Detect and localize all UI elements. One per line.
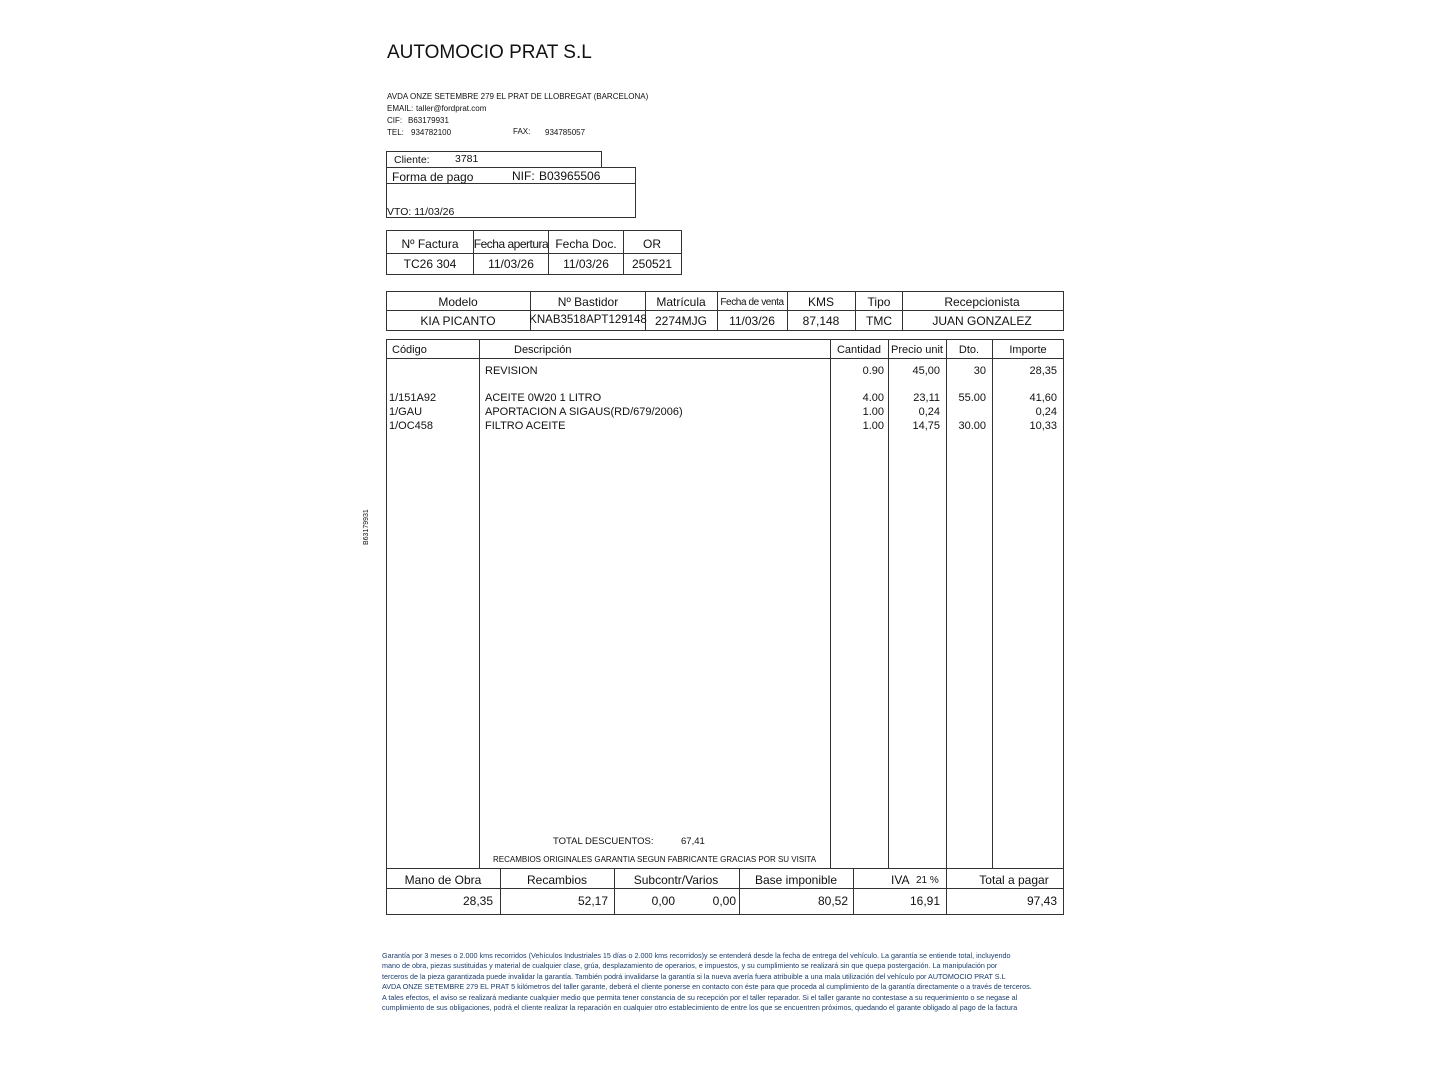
fax-label: FAX: — [513, 127, 531, 136]
totals-col-sep — [946, 868, 947, 915]
header-model: Modelo — [438, 295, 478, 309]
row-discount: 30.00 — [958, 420, 986, 432]
nif-label: NIF: — [512, 169, 535, 183]
header-sale-date: Fecha de venta — [720, 297, 784, 308]
invoice-number: TC26 304 — [403, 257, 457, 271]
varios-value: 0,00 — [712, 894, 736, 908]
warranty-line: terceros de la pieza garantizada puede invalidar la garantía. También podrá invalidarse la garantía si la nueva avería fuera atribuible a una mala utilización del vehículo por AUTOMOCIO PRAT S.L — [382, 971, 1006, 981]
header-description: Descripción — [514, 344, 572, 356]
vehicle-chassis: KNAB3518APT129148 — [529, 314, 647, 326]
labor-value: 28,35 — [462, 894, 493, 908]
side-cif-code: B63179931 — [363, 509, 370, 545]
row-quantity: 1.00 — [862, 420, 884, 432]
tel-value: 934782100 — [411, 128, 452, 137]
lines-col-sep — [992, 339, 993, 868]
totals-col-sep — [500, 868, 501, 915]
or-number: 250521 — [631, 257, 673, 271]
header-type: Tipo — [867, 295, 891, 309]
vehicle-receptionist: JUAN GONZALEZ — [932, 314, 1032, 328]
header-code: Código — [392, 344, 427, 356]
warranty-line: AVDA ONZE SETEMBRE 279 EL PRAT 5 kilómetros del taller garante, deberá el cliente ponerse en contacto con éste para que proceda al cumplimiento de la garantía directamente o a través de terceros. — [382, 982, 1032, 992]
invoice-col-sep — [623, 230, 624, 275]
payment-label: Forma de pago — [392, 170, 474, 184]
vehicle-sale-date: 11/03/26 — [729, 314, 775, 328]
totals-col-sep — [614, 868, 615, 915]
row-quantity: 1.00 — [862, 406, 884, 418]
header-or: OR — [643, 237, 661, 251]
vehicle-kms: 87,148 — [802, 314, 840, 328]
iva-rate: 21 % — [916, 875, 939, 886]
total-discounts-value: 67,41 — [681, 836, 705, 847]
lines-col-sep — [888, 339, 889, 868]
row-description: ACEITE 0W20 1 LITRO — [485, 392, 602, 404]
client-label: Cliente: — [394, 154, 430, 166]
doc-date: 11/03/26 — [563, 257, 609, 271]
tel-label: TEL: — [387, 128, 404, 137]
row-discount: 30 — [973, 365, 986, 377]
row-amount: 10,33 — [1029, 420, 1057, 432]
row-description: FILTRO ACEITE — [485, 420, 566, 432]
header-discount: Dto. — [958, 344, 980, 356]
warranty-line: Garantía por 3 meses o 2.000 kms recorridos (Vehículos Industriales 15 días o 2.000 kms recorridos)y se entenderá desde la fecha de entrega del vehículo. La garantía se entiende total, incluyendo — [382, 951, 1011, 960]
row-amount: 28,35 — [1029, 365, 1057, 377]
totals-top-divider — [386, 868, 1064, 869]
warranty-line: mano de obra, piezas sustituidas y material de cualquier clase, grúa, desplazamiento de operarios, e impuestos, y su cumplimiento se realizará sin que quepa postergación. La manipulación por — [382, 961, 998, 971]
header-invoice-number: Nº Factura — [401, 237, 459, 251]
company-address: AVDA ONZE SETEMBRE 279 EL PRAT DE LLOBREGAT (BARCELONA) — [387, 92, 649, 101]
header-receptionist: Recepcionista — [944, 295, 1020, 309]
vehicle-col-sep — [855, 291, 856, 331]
row-description: REVISION — [485, 365, 538, 377]
header-unit-price: Precio unit — [891, 344, 943, 356]
email-label: EMAIL: — [387, 104, 414, 113]
subcontr-value: 0,00 — [651, 894, 675, 908]
vehicle-plate: 2274MJG — [654, 314, 708, 328]
nif-value: B03965506 — [539, 169, 601, 183]
totals-col-sep — [739, 868, 740, 915]
vehicle-col-sep — [717, 291, 718, 331]
footer-note: RECAMBIOS ORIGINALES GARANTIA SEGUN FABRICANTE GRACIAS POR SU VISITA — [493, 855, 817, 864]
header-plate: Matrícula — [656, 295, 706, 309]
iva-label: IVA — [891, 873, 910, 887]
iva-value: 16,91 — [909, 894, 940, 908]
warranty-line: cumplimiento de sus obligaciones, podrá el cliente realizar la reparación en cualquier otro establecimiento de entre los que se encuentren próximos, quedando el garante obligado al pago de la factura — [382, 1003, 1018, 1013]
row-discount: 55.00 — [958, 392, 986, 404]
totals-col-sep — [853, 868, 854, 915]
company-name: AUTOMOCIO PRAT S.L — [387, 42, 592, 63]
labor-label: Mano de Obra — [404, 873, 482, 887]
email-value: taller@fordprat.com — [416, 104, 487, 113]
parts-value: 52,17 — [577, 894, 608, 908]
client-number: 3781 — [455, 153, 479, 165]
vehicle-divider — [386, 310, 1064, 311]
tax-base-label: Base imponible — [754, 873, 838, 887]
row-quantity: 0.90 — [862, 365, 884, 377]
warranty-text — [382, 951, 1066, 1013]
fax-value: 934785057 — [545, 128, 586, 137]
invoice-info-divider — [386, 253, 682, 254]
total-value: 97,43 — [1026, 894, 1057, 908]
header-kms: KMS — [807, 295, 835, 309]
total-label: Total a pagar — [979, 873, 1049, 887]
due-date: VTO: 11/03/26 — [387, 206, 455, 218]
total-discounts-label: TOTAL DESCUENTOS: — [553, 836, 654, 847]
row-unit-price: 0,24 — [918, 406, 940, 418]
tax-base-value: 80,52 — [817, 894, 848, 908]
vehicle-col-sep — [902, 291, 903, 331]
totals-mid-divider — [386, 888, 1064, 889]
warranty-line: A tales efectos, el aviso se realizará mediante cualquier medio que permita tener constancia de su recepción por el taller reparador. Si el taller garante no contestase a su requerimiento o se negase al — [382, 992, 1018, 1002]
cif-value: B63179931 — [408, 116, 449, 125]
vehicle-type: TMC — [866, 314, 892, 328]
row-description: APORTACION A SIGAUS(RD/679/2006) — [485, 406, 683, 418]
parts-label: Recambios — [526, 873, 588, 887]
header-doc-date: Fecha Doc. — [555, 237, 617, 251]
header-chassis: Nº Bastidor — [557, 295, 619, 309]
header-quantity: Cantidad — [836, 344, 882, 356]
row-unit-price: 45,00 — [912, 365, 940, 377]
row-amount: 0,24 — [1035, 406, 1057, 418]
header-opening-date: Fecha apertura — [473, 237, 549, 251]
cif-label: CIF: — [387, 116, 403, 125]
row-unit-price: 23,11 — [913, 392, 940, 404]
row-amount: 41,60 — [1029, 392, 1057, 404]
opening-date: 11/03/26 — [488, 257, 534, 271]
row-code: 1/151A92 — [389, 392, 437, 404]
vehicle-col-sep — [787, 291, 788, 331]
subcontr-label: Subcontr/Varios — [633, 873, 719, 887]
line-items-header-divider — [386, 358, 1064, 359]
lines-col-sep — [946, 339, 947, 868]
lines-col-sep — [830, 339, 831, 868]
row-code: 1/OC458 — [389, 420, 434, 432]
vehicle-model: KIA PICANTO — [420, 314, 496, 328]
row-unit-price: 14,75 — [912, 420, 940, 432]
row-code: 1/GAU — [389, 406, 423, 418]
header-amount: Importe — [1009, 344, 1047, 356]
lines-col-sep — [479, 339, 480, 868]
row-quantity: 4.00 — [862, 392, 884, 404]
